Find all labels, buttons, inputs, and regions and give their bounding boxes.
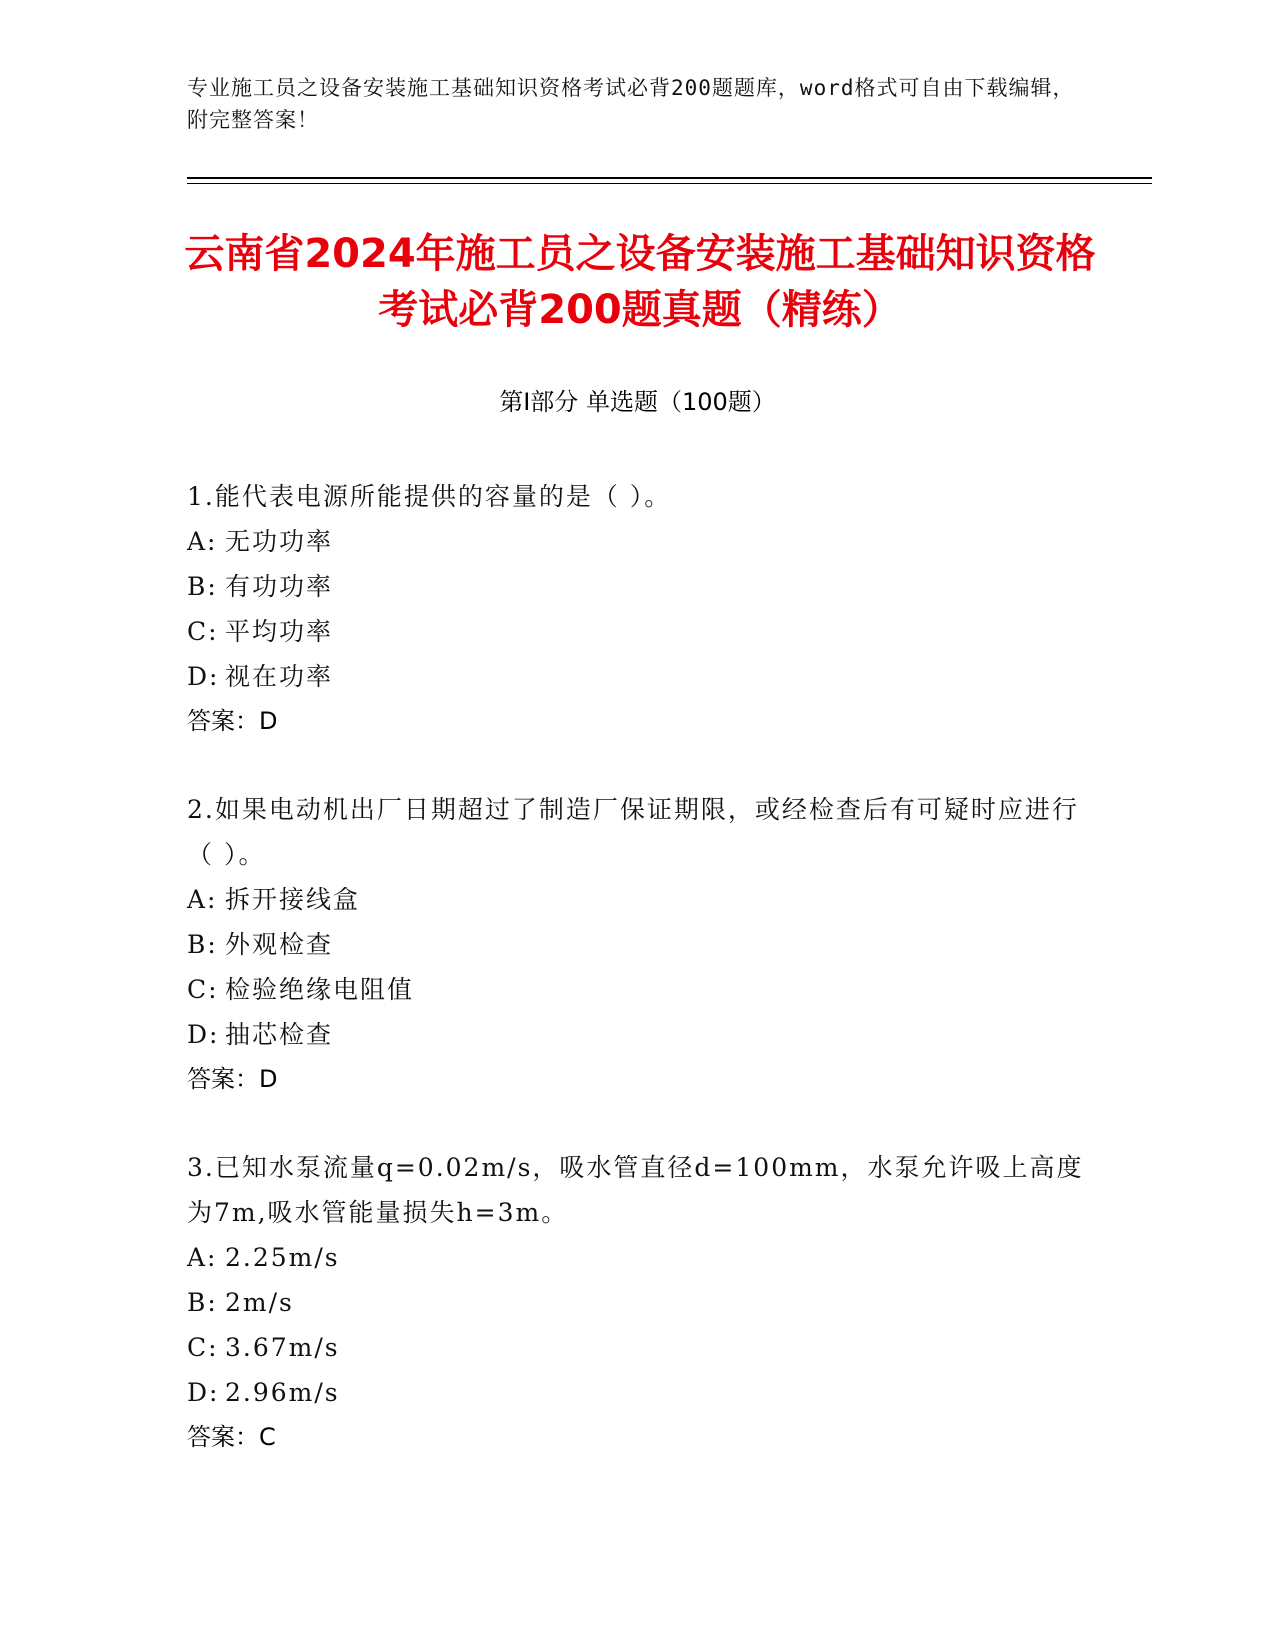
question-2 — [187, 787, 1087, 1102]
question-list — [187, 474, 1087, 1503]
question-stem: 2.如果电动机出厂日期超过了制造厂保证期限，或经检查后有可疑时应进行（ ）。 — [187, 795, 1079, 869]
option-d — [187, 1370, 1087, 1415]
header-rule-thick — [187, 177, 1152, 179]
option-text: 2.96m/s — [225, 1378, 340, 1407]
option-letter: B: — [187, 1288, 218, 1317]
option-b — [187, 1280, 1087, 1325]
option-text: 2m/s — [225, 1288, 294, 1317]
option-letter: C: — [187, 975, 219, 1004]
question-stem: 1.能代表电源所能提供的容量的是（ ）。 — [187, 482, 672, 511]
option-text: 有功功率 — [225, 572, 334, 601]
option-letter: A: — [187, 885, 218, 914]
section-title: 第I部分 单选题（100题） — [499, 388, 776, 416]
option-b — [187, 922, 1087, 967]
header-rule-thin — [187, 183, 1152, 184]
option-d — [187, 654, 1087, 699]
option-letter: D: — [187, 1378, 220, 1407]
answer-line: 答案：D — [187, 1065, 278, 1093]
option-a — [187, 877, 1087, 922]
option-d — [187, 1012, 1087, 1057]
option-text: 2.25m/s — [225, 1243, 340, 1272]
option-letter: A: — [187, 1243, 218, 1272]
answer-line: 答案：C — [187, 1423, 276, 1451]
answer-line: 答案：D — [187, 707, 278, 735]
option-c — [187, 609, 1087, 654]
question-stem: 3.已知水泵流量q=0.02m/s，吸水管直径d=100mm，水泵允许吸上高度为7m,吸水管能量损失h=3m。 — [187, 1153, 1084, 1227]
option-a — [187, 1235, 1087, 1280]
option-b — [187, 564, 1087, 609]
option-text: 3.67m/s — [225, 1333, 340, 1362]
option-letter: A: — [187, 527, 218, 556]
question-1 — [187, 474, 1087, 744]
option-text: 检验绝缘电阻值 — [225, 975, 415, 1004]
option-letter: B: — [187, 930, 218, 959]
option-letter: B: — [187, 572, 218, 601]
option-text: 无功功率 — [225, 527, 334, 556]
header-note: 专业施工员之设备安装施工基础知识资格考试必背200题题库，word格式可自由下载编辑，附完整答案！ — [187, 76, 1075, 132]
option-letter: D: — [187, 662, 220, 691]
option-c — [187, 967, 1087, 1012]
option-text: 抽芯检查 — [225, 1020, 334, 1049]
option-letter: D: — [187, 1020, 220, 1049]
option-text: 视在功率 — [225, 662, 334, 691]
option-a — [187, 519, 1087, 564]
option-text: 拆开接线盒 — [225, 885, 361, 914]
option-text: 外观检查 — [225, 930, 334, 959]
question-3 — [187, 1145, 1087, 1460]
option-letter: C: — [187, 1333, 219, 1362]
option-text: 平均功率 — [225, 617, 334, 646]
document-title: 云南省2024年施工员之设备安装施工基础知识资格考试必背200题真题（精练） — [184, 231, 1096, 333]
option-letter: C: — [187, 617, 219, 646]
option-c — [187, 1325, 1087, 1370]
